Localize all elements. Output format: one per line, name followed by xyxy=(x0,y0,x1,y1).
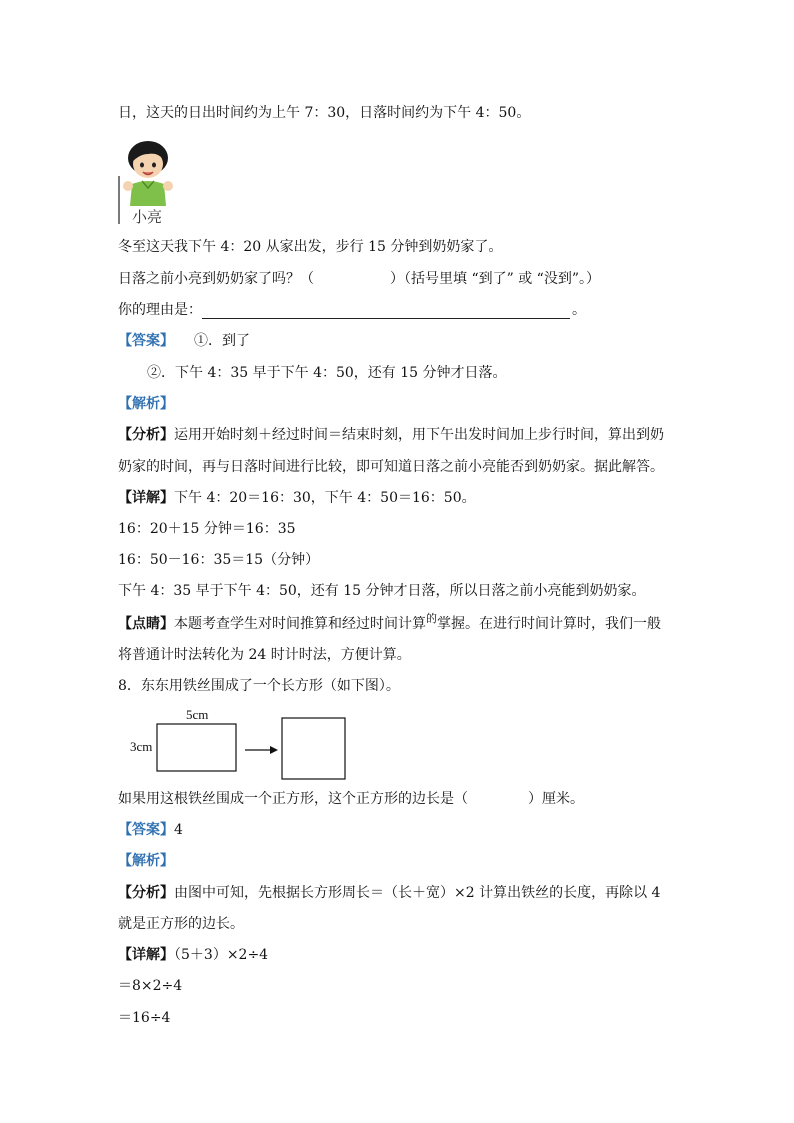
figure-side-label: 3cm xyxy=(130,739,153,754)
xiangjie-text-1: 下午 4：20＝16：30，下午 4：50＝16：50。 xyxy=(174,490,476,506)
fenxi8-line-1 xyxy=(118,884,660,902)
fenxi8-text-1: 由图中可知，先根据长方形周长＝（长＋宽）×2 计算出铁丝的长度，再除以 4 xyxy=(174,885,661,901)
arrow-head xyxy=(270,746,278,754)
answer-1: ①．到了 xyxy=(194,333,250,349)
figure-drawing xyxy=(118,706,358,786)
calc-line-2: 16：50－16：35＝15（分钟） xyxy=(118,552,320,568)
question-departure: 冬至这天我下午 4：20 从家出发，步行 15 分钟到奶奶家了。 xyxy=(118,239,503,255)
answer8-line xyxy=(118,821,183,839)
rectangle-shape xyxy=(157,724,236,771)
xiangjie-line-1 xyxy=(118,489,476,507)
dianjing-line-1 xyxy=(118,612,661,634)
question-8: 8．东东用铁丝围成了一个长方形（如下图）。 xyxy=(118,678,400,694)
answer-line-2: ②．下午 4：35 早于下午 4：50，还有 15 分钟才日落。 xyxy=(147,365,507,381)
analysis8-tag: 【解析】 xyxy=(118,853,174,869)
q8-question-prefix: 如果用这根铁丝围成一个正方形，这个正方形的边长是（ xyxy=(118,791,468,807)
rectangle-to-square-figure xyxy=(118,706,358,786)
fenxi-line-2: 奶家的时间，再与日落时间进行比较，即可知道日落之前小亮能否到奶奶家。据此解答。 xyxy=(118,459,664,475)
answer8-tag: 【答案】 xyxy=(118,822,174,838)
square-shape xyxy=(282,718,345,779)
dianjing-superscript: 的 xyxy=(426,612,437,625)
fenxi8-line-2: 就是正方形的边长。 xyxy=(118,916,244,932)
reason-underline xyxy=(202,304,570,319)
dianjing-text-1b: 掌握。在进行时间计算时，我们一般 xyxy=(437,616,661,632)
figure-top-label: 5cm xyxy=(186,707,209,722)
question-reason xyxy=(118,301,586,319)
xiangjie8-text-1: （5＋3）×2÷4 xyxy=(174,947,269,963)
q8-question xyxy=(118,790,584,808)
dianjing-line-2: 将普通计时法转化为 24 时计时法，方便计算。 xyxy=(118,647,411,663)
question-reason-prefix: 你的理由是： xyxy=(118,302,202,318)
fenxi-tag: 【分析】 xyxy=(118,427,174,443)
question-main-prefix: 日落之前小亮到奶奶家了吗？（ xyxy=(118,271,314,287)
xiangjie8-tag: 【详解】 xyxy=(118,947,174,963)
question-main xyxy=(118,270,600,288)
analysis-tag: 【解析】 xyxy=(118,396,174,412)
xiangjie-tag: 【详解】 xyxy=(118,490,174,506)
answer8-value: 4 xyxy=(174,822,183,838)
question-main-suffix: ）（括号里填 “到了” 或 “没到”。） xyxy=(390,271,600,287)
q8-question-suffix: ）厘米。 xyxy=(528,791,584,807)
fenxi-text-1: 运用开始时刻＋经过时间＝结束时刻，用下午出发时间加上步行时间，算出到奶 xyxy=(174,427,664,443)
calc-line-1: 16：20＋15 分钟＝16：35 xyxy=(118,521,296,537)
fenxi8-tag: 【分析】 xyxy=(118,885,174,901)
xiangjie8-line-2: ＝8×2÷4 xyxy=(118,978,183,994)
xiangjie8-line-1 xyxy=(118,946,268,964)
answer-line-1 xyxy=(118,332,250,350)
fenxi-line-1 xyxy=(118,426,664,444)
dianjing-tag: 【点睛】 xyxy=(118,616,174,632)
answer-tag: 【答案】 xyxy=(118,333,174,349)
character-caption: 小亮 xyxy=(132,208,163,226)
conclusion-line: 下午 4：35 早于下午 4：50，还有 15 分钟才日落，所以日落之前小亮能到奶奶家。 xyxy=(118,583,646,599)
question-reason-suffix: 。 xyxy=(572,302,586,318)
intro-line: 日，这天的日出时间约为上午 7：30，日落时间约为下午 4：50。 xyxy=(118,105,531,121)
xiangjie8-line-3: ＝16÷4 xyxy=(118,1010,171,1026)
dianjing-text-1a: 本题考查学生对时间推算和经过时间计算 xyxy=(174,616,426,632)
